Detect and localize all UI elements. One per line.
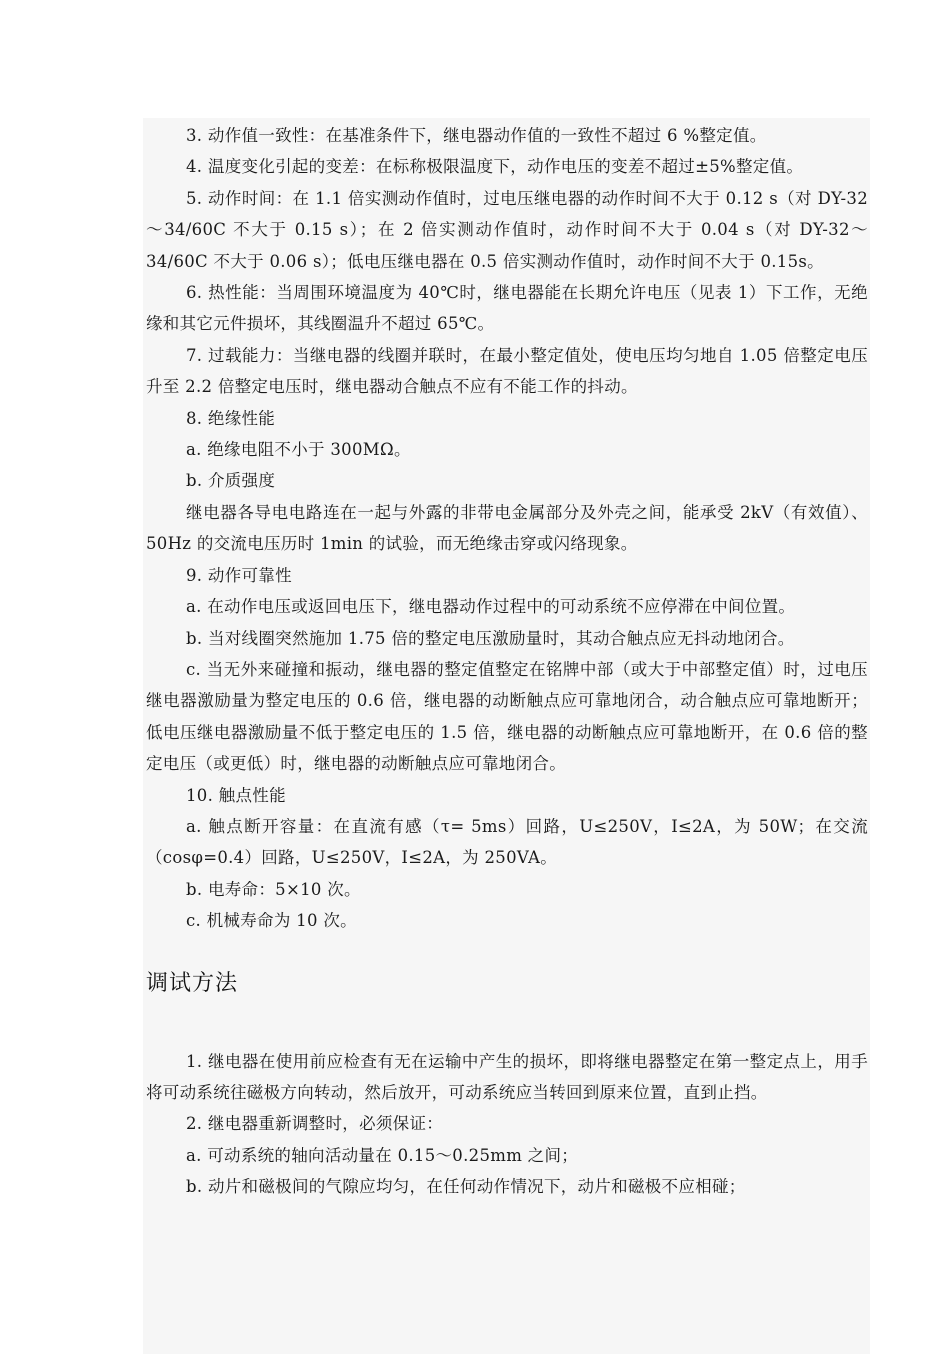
paragraph: 继电器各导电电路连在一起与外露的非带电金属部分及外壳之间，能承受 2kV（有效值）、50Hz 的交流电压历时 1min 的试验，而无绝缘击穿或闪络现象。: [146, 502, 868, 554]
paragraph: 8. 绝缘性能: [186, 408, 276, 428]
section-heading: 调试方法: [146, 970, 239, 996]
paragraph: a. 在动作电压或返回电压下，继电器动作过程中的可动系统不应停滞在中间位置。: [186, 597, 796, 617]
paragraph: 5. 动作时间：在 1.1 倍实测动作值时，过电压继电器的动作时间不大于 0.12 s（对 DY-32～34/60C 不大于 0.15 s）；在 2 倍实测动作值时，动作时间不大于 0.04 s（对 DY-32～34/60C 不大于 0.06 s）；低电压继电器在 0.5 倍实测动作值时，动作时间不大于 0.15s。: [146, 188, 868, 271]
paragraph: c. 机械寿命为 10 次。: [186, 911, 357, 931]
paragraph: 2. 继电器重新调整时，必须保证：: [186, 1114, 444, 1134]
paragraph: 4. 温度变化引起的变差：在标称极限温度下，动作电压的变差不超过±5%整定值。: [186, 157, 804, 177]
procedure-section: [146, 1046, 868, 1203]
paragraph: 1. 继电器在使用前应检查有无在运输中产生的损坏，即将继电器整定在第一整定点上，用手将可动系统往磁极方向转动，然后放开，可动系统应当转回到原来位置，直到止挡。: [146, 1051, 868, 1102]
paragraph: b. 介质强度: [186, 471, 276, 491]
paragraph: 3. 动作值一致性：在基准条件下，继电器动作值的一致性不超过 6 %整定值。: [186, 126, 767, 145]
paragraph: 7. 过载能力：当继电器的线圈并联时，在最小整定值处，使电压均匀地自 1.05 倍整定电压升至 2.2 倍整定电压时，继电器动合触点不应有不能工作的抖动。: [146, 345, 868, 397]
paragraph: a. 触点断开容量：在直流有感（τ= 5ms）回路，U≤250V，I≤2A，为 50W；在交流（cosφ=0.4）回路，U≤250V，I≤2A，为 250VA。: [146, 816, 868, 868]
paragraph: b. 动片和磁极间的气隙应均匀，在任何动作情况下，动片和磁极不应相碰；: [186, 1177, 746, 1197]
paragraph: 9. 动作可靠性: [186, 565, 292, 585]
spec-section: [146, 120, 868, 937]
paragraph: a. 绝缘电阻不小于 300MΩ。: [186, 440, 411, 460]
paragraph: c. 当无外来碰撞和振动，继电器的整定值整定在铭牌中部（或大于中部整定值）时，过电压继电器激励量为整定电压的 0.6 倍，继电器的动断触点应可靠地闭合，动合触点应可靠地断开；低电压继电器激励量不低于整定电压的 1.5 倍，继电器的动断触点应可靠地断开，在 0.6 倍的整定电压（或更低）时，继电器的动断触点应可靠地闭合。: [146, 659, 868, 774]
paragraph: b. 电寿命：5×10 次。: [186, 879, 361, 899]
paragraph: a. 可动系统的轴向活动量在 0.15～0.25mm 之间；: [186, 1145, 579, 1165]
paragraph: 6. 热性能：当周围环境温度为 40℃时，继电器能在长期允许电压（见表 1）下工作，无绝缘和其它元件损坏，其线圈温升不超过 65℃。: [146, 283, 868, 334]
paragraph: b. 当对线圈突然施加 1.75 倍的整定电压激励量时，其动合触点应无抖动地闭合。: [186, 628, 795, 648]
paragraph: 10. 触点性能: [186, 785, 286, 805]
document-body: [146, 120, 868, 1203]
